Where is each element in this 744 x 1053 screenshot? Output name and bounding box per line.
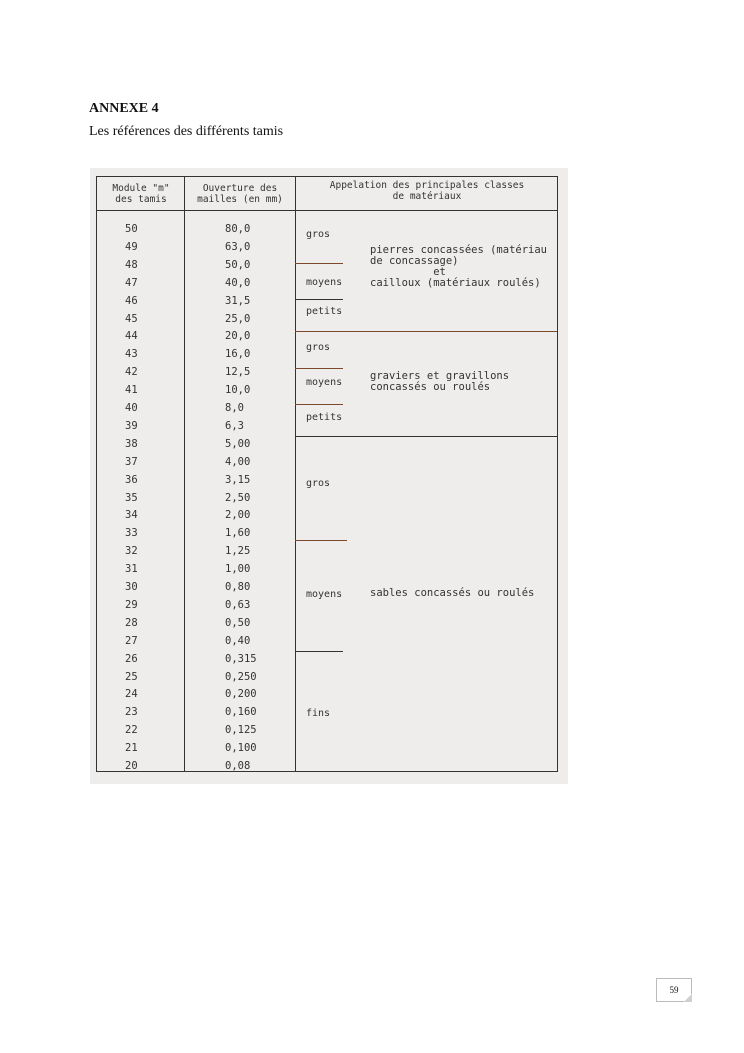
module-cell: 34 <box>125 509 138 522</box>
module-cell: 36 <box>125 473 138 486</box>
module-cell: 50 <box>125 223 138 235</box>
page-curl-icon <box>684 994 692 1002</box>
opening-cell: 0,80 <box>225 581 251 593</box>
header-divider <box>97 210 557 211</box>
group-description: sables concassés ou roulés <box>370 587 535 599</box>
opening-cell: 1,25 <box>225 545 251 558</box>
module-cell: 30 <box>125 581 138 593</box>
opening-cell: 12,5 <box>225 366 251 379</box>
opening-cell: 40,0 <box>225 276 251 289</box>
opening-cell: 0,40 <box>225 634 251 647</box>
module-cell: 24 <box>125 688 138 701</box>
module-cell: 44 <box>125 330 138 343</box>
module-cell: 22 <box>125 724 138 737</box>
sieve-reference-table <box>96 176 558 772</box>
module-cell: 33 <box>125 527 138 540</box>
module-cell: 26 <box>125 652 138 665</box>
module-cell: 25 <box>125 670 138 683</box>
module-cell: 28 <box>125 616 138 629</box>
subclass-label: gros <box>306 342 331 353</box>
module-cell: 37 <box>125 455 138 468</box>
header-module: Module "m" des tamis <box>112 183 170 205</box>
subclass-label: fins <box>306 708 331 719</box>
subclass-divider <box>295 404 343 405</box>
page-number: 59 <box>669 985 679 995</box>
module-cell: 47 <box>125 276 138 289</box>
opening-cell: 0,100 <box>225 742 257 755</box>
opening-cell: 0,315 <box>225 652 257 665</box>
annex-subheading: Les références des différents tamis <box>89 124 284 139</box>
opening-cell: 16,0 <box>225 348 251 361</box>
opening-cell: 20,0 <box>225 330 251 343</box>
subclass-label: petits <box>306 306 343 317</box>
opening-cell: 8,0 <box>225 402 244 414</box>
header-appelation: Appelation des principales classes de matériaux <box>329 180 525 202</box>
module-cell: 20 <box>125 760 138 772</box>
opening-cell: 6,3 <box>225 419 244 432</box>
module-cell: 35 <box>125 491 138 504</box>
module-cell: 49 <box>125 240 138 253</box>
opening-cell: 0,125 <box>225 724 257 737</box>
module-cell: 21 <box>125 742 138 755</box>
subclass-label: moyens <box>306 277 343 288</box>
subclass-divider <box>295 540 347 541</box>
module-cell: 31 <box>125 563 138 576</box>
subclass-divider <box>295 368 343 369</box>
subclass-label: gros <box>306 229 331 240</box>
opening-cell: 0,250 <box>225 670 257 683</box>
group-description: pierres concassées (matériau de concassage) et cailloux (matériaux roulés) <box>370 244 548 289</box>
module-cell: 32 <box>125 545 138 558</box>
module-cell: 45 <box>125 312 138 325</box>
opening-cell: 0,160 <box>225 706 257 719</box>
opening-cell: 5,00 <box>225 437 251 450</box>
module-cell: 39 <box>125 419 138 432</box>
subclass-label: gros <box>306 478 331 489</box>
annex-heading: ANNEXE 4 <box>89 101 159 116</box>
page-number-box <box>656 978 692 1002</box>
opening-cell: 0,63 <box>225 598 251 611</box>
column-divider <box>295 177 296 771</box>
opening-cell: 50,0 <box>225 258 251 271</box>
opening-cell: 25,0 <box>225 312 251 325</box>
opening-cell: 2,50 <box>225 491 251 504</box>
header-ouverture: Ouverture des mailles (en mm) <box>197 183 283 205</box>
module-cell: 46 <box>125 294 138 307</box>
opening-cell: 2,00 <box>225 509 251 522</box>
opening-cell: 80,0 <box>225 223 251 235</box>
opening-cell: 0,50 <box>225 616 251 629</box>
opening-cell: 1,00 <box>225 563 251 576</box>
column-divider <box>184 177 185 771</box>
opening-cell: 1,60 <box>225 527 251 540</box>
module-cell: 48 <box>125 258 138 271</box>
opening-cell: 10,0 <box>225 384 251 397</box>
subclass-divider <box>295 651 343 652</box>
module-cell: 42 <box>125 366 138 379</box>
subclass-divider <box>295 263 343 264</box>
subclass-label: moyens <box>306 377 343 388</box>
module-cell: 27 <box>125 634 138 647</box>
module-cell: 40 <box>125 402 138 414</box>
module-cell: 38 <box>125 437 138 450</box>
opening-cell: 0,200 <box>225 688 257 701</box>
group-description: graviers et gravillons concassés ou roulés <box>370 370 510 393</box>
module-cell: 41 <box>125 384 138 397</box>
subclass-divider <box>295 299 343 300</box>
group-divider <box>295 436 557 437</box>
opening-cell: 3,15 <box>225 473 251 486</box>
module-cell: 29 <box>125 598 138 611</box>
opening-cell: 0,08 <box>225 760 251 772</box>
subclass-label: petits <box>306 412 343 423</box>
group-divider <box>295 331 557 332</box>
opening-cell: 63,0 <box>225 240 251 253</box>
module-cell: 23 <box>125 706 138 719</box>
opening-cell: 4,00 <box>225 455 251 468</box>
opening-cell: 31,5 <box>225 294 251 307</box>
subclass-label: moyens <box>306 589 343 600</box>
module-cell: 43 <box>125 348 138 361</box>
